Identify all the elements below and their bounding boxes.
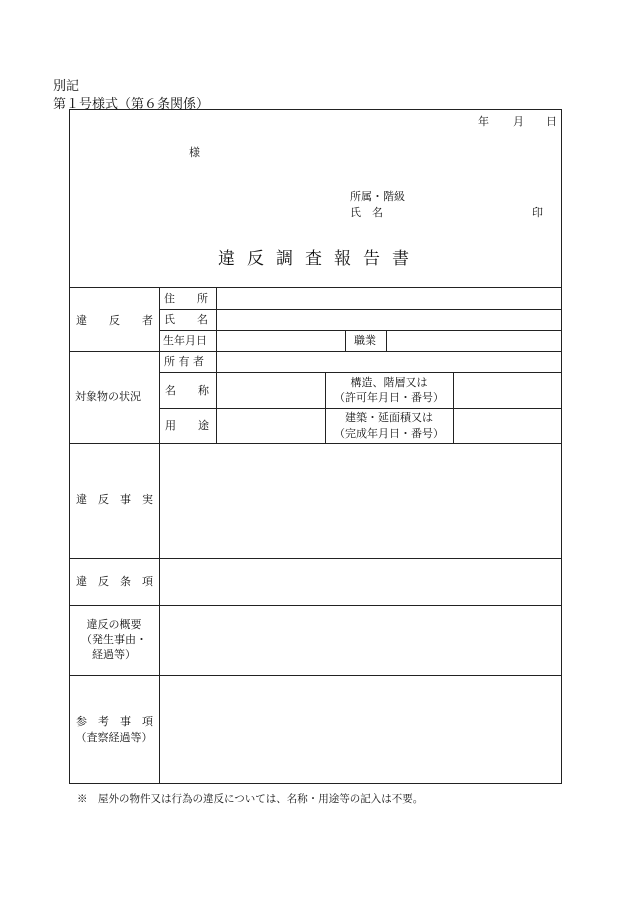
reference-label-line2: （査察経過等） [75, 731, 153, 744]
violation-articles-label: 違 反 条 項 [76, 575, 153, 588]
day-label: 日 [546, 115, 557, 128]
divider-target-block [69, 443, 562, 444]
violation-summary-label-line2: （発生事由・ [81, 633, 147, 646]
title-name-label: 名 称 [165, 384, 209, 397]
addressee-honorific: 様 [189, 146, 200, 159]
form-number: 第１号様式（第６条関係） [53, 97, 210, 112]
area-label-line2: （完成年月日・番号） [334, 427, 444, 440]
year-label: 年 [478, 115, 489, 128]
appendix-label: 別記 [53, 79, 80, 94]
divider-summary [69, 675, 562, 676]
use-label: 用 途 [165, 419, 209, 432]
divider-articles [69, 605, 562, 606]
target-status-label: 対象物の状況 [75, 390, 141, 403]
violation-summary-label-line1: 違反の概要 [86, 618, 142, 631]
occupation-right-divider [386, 330, 387, 351]
report-form [69, 109, 562, 784]
name-label: 氏 名 [164, 313, 208, 326]
reporter-name-label: 氏 名 [350, 206, 383, 219]
structure-label-line2: （許可年月日・番号） [334, 391, 444, 404]
divider-top-block [69, 287, 562, 288]
birthdate-label: 生年月日 [163, 334, 207, 347]
report-title: 違反調査報告書 [218, 249, 421, 269]
structure-label-line1: 構造、階層又は [350, 376, 428, 389]
violation-facts-label: 違 反 事 実 [76, 493, 153, 506]
address-label: 住 所 [164, 292, 208, 305]
sublabel-column-divider [216, 287, 217, 443]
divider-facts [69, 558, 562, 559]
structure-right-divider [453, 372, 454, 443]
violation-summary-label-line3: 経過等） [92, 648, 136, 661]
divider-owner [159, 372, 562, 373]
occupation-left-divider [345, 330, 346, 351]
label-column-divider [159, 287, 160, 784]
area-label-line1: 建築・延面積又は [345, 411, 433, 424]
reference-label-line1: 参 考 事 項 [76, 715, 153, 728]
owner-label: 所 有 者 [164, 355, 204, 368]
divider-violator-block [69, 351, 562, 352]
footnote: ※ 屋外の物件又は行為の違反については、名称・用途等の記入は不要。 [77, 793, 424, 805]
seal-mark: 印 [532, 206, 543, 219]
affiliation-rank-label: 所属・階級 [350, 190, 405, 203]
month-label: 月 [513, 115, 524, 128]
violator-label: 違 反 者 [76, 314, 153, 327]
occupation-label: 職業 [354, 334, 376, 347]
divider-address [159, 309, 562, 310]
divider-name-structure [159, 408, 562, 409]
divider-name [159, 330, 562, 331]
